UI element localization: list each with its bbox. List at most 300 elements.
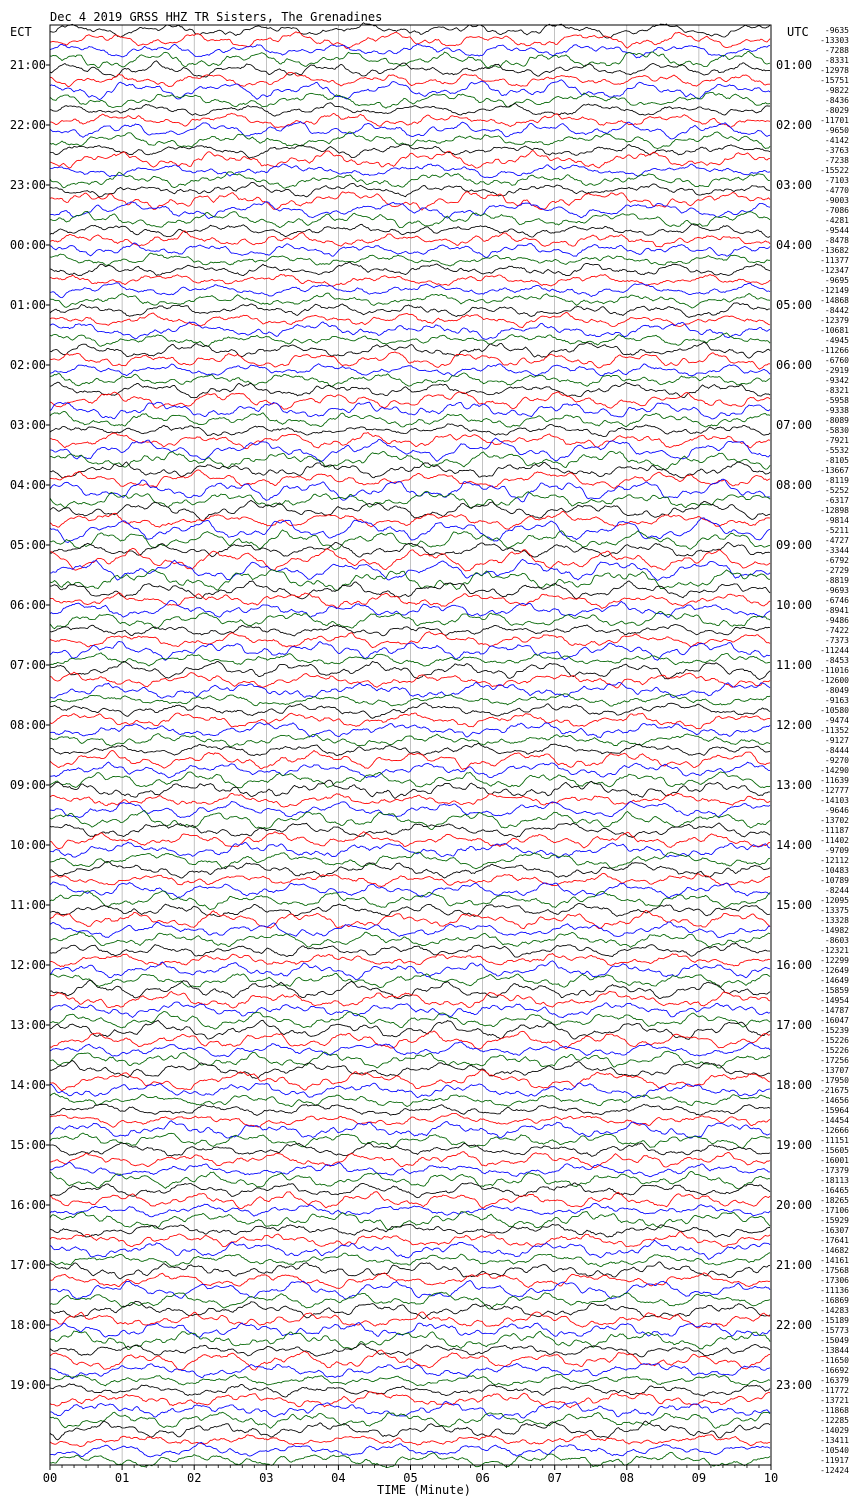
trace-offset-label: -6760 (824, 356, 849, 365)
left-hour-label: 10:00 (9, 838, 46, 852)
trace-offset-label: -15522 (820, 166, 849, 175)
trace-117 (50, 1183, 770, 1198)
right-time-axis (776, 58, 812, 1392)
left-hour-label: 00:00 (9, 238, 46, 252)
trace-offset-label: -7921 (824, 436, 849, 445)
trace-offset-label: -7422 (824, 626, 849, 635)
trace-32 (50, 333, 770, 346)
trace-69 (50, 703, 770, 718)
trace-55 (50, 559, 770, 580)
trace-7 (50, 80, 770, 100)
trace-offset-label: -12149 (820, 286, 849, 295)
trace-offset-label: -15189 (820, 1316, 849, 1325)
trace-offset-label: -9814 (824, 516, 849, 525)
trace-118 (50, 1192, 770, 1209)
trace-120 (50, 1212, 770, 1230)
right-timezone-label: UTC (787, 25, 809, 39)
trace-58 (50, 593, 770, 609)
trace-offset-label: -12379 (820, 316, 849, 325)
trace-80 (50, 811, 770, 830)
left-timezone-label: ECT (10, 25, 32, 39)
right-hour-label: 22:00 (776, 1318, 813, 1332)
left-hour-label: 09:00 (9, 778, 46, 792)
trace-offset-label: -11917 (820, 1456, 849, 1465)
trace-offset-label: -9342 (824, 376, 849, 385)
trace-offset-label: -9474 (824, 716, 849, 725)
trace-88 (50, 891, 770, 910)
trace-offset-label: -12112 (820, 856, 849, 865)
trace-offset-label: -16692 (820, 1366, 849, 1375)
trace-34 (50, 352, 770, 369)
trace-offset-label: -16047 (820, 1016, 849, 1025)
trace-51 (50, 518, 770, 543)
trace-116 (50, 1172, 770, 1189)
left-hour-label: 22:00 (9, 118, 46, 132)
trace-35 (50, 364, 770, 376)
trace-offset-label: -9635 (824, 26, 849, 35)
trace-offset-label: -8941 (824, 606, 849, 615)
trace-3 (50, 44, 770, 58)
trace-offset-label: -16465 (820, 1186, 849, 1195)
trace-offset-label: -5252 (824, 486, 849, 495)
trace-offset-label: -10681 (820, 326, 849, 335)
trace-offset-label: -12666 (820, 1126, 849, 1135)
trace-81 (50, 823, 770, 837)
x-tick-label: 00 (42, 1471, 58, 1485)
trace-offset-label: -12299 (820, 956, 849, 965)
trace-5 (50, 61, 770, 77)
left-hour-label: 19:00 (9, 1378, 46, 1392)
trace-offset-label: -11639 (820, 776, 849, 785)
trace-offset-label: -14290 (820, 766, 849, 775)
trace-offset-label: -7238 (824, 156, 849, 165)
trace-offset-label: -17950 (820, 1076, 849, 1085)
trace-offset-label: -3763 (824, 146, 849, 155)
trace-offset-label: -13721 (820, 1396, 849, 1405)
trace-offset-label: -12649 (820, 966, 849, 975)
trace-offset-label: -5830 (824, 426, 849, 435)
trace-offset-label: -11402 (820, 836, 849, 845)
trace-offset-label: -9822 (824, 86, 849, 95)
trace-offset-label: -15226 (820, 1046, 849, 1055)
trace-offset-label: -11016 (820, 666, 849, 675)
trace-offset-label: -15859 (820, 986, 849, 995)
left-hour-label: 08:00 (9, 718, 46, 732)
trace-65 (50, 662, 770, 680)
trace-offset-label: -9650 (824, 126, 849, 135)
trace-30 (50, 313, 770, 328)
trace-offset-label: -11244 (820, 646, 849, 655)
trace-128 (50, 1292, 770, 1309)
trace-offset-label: -13682 (820, 246, 849, 255)
trace-offset-label: -5211 (824, 526, 849, 535)
trace-offset-label: -9695 (824, 276, 849, 285)
trace-offset-label: -6746 (824, 596, 849, 605)
trace-offset-label: -10540 (820, 1446, 849, 1455)
trace-offset-label: -12285 (820, 1416, 849, 1425)
trace-offset-label: -15773 (820, 1326, 849, 1335)
trace-26 (50, 274, 770, 286)
trace-offset-label: -11187 (820, 826, 849, 835)
trace-36 (50, 373, 770, 387)
trace-4 (50, 51, 770, 68)
trace-offset-label: -16379 (820, 1376, 849, 1385)
trace-offset-label: -15751 (820, 76, 849, 85)
right-hour-label: 14:00 (776, 838, 813, 852)
trace-offset-label: -11701 (820, 116, 849, 125)
trace-offset-label: -14283 (820, 1306, 849, 1315)
trace-109 (50, 1104, 770, 1115)
trace-offset-label: -6792 (824, 556, 849, 565)
right-hour-label: 17:00 (776, 1018, 813, 1032)
right-hour-label: 18:00 (776, 1078, 813, 1092)
trace-offset-label: -9693 (824, 586, 849, 595)
trace-offset-label: -6317 (824, 496, 849, 505)
trace-15 (50, 164, 770, 178)
trace-142 (50, 1435, 770, 1447)
trace-47 (50, 479, 770, 502)
trace-9 (50, 103, 770, 117)
trace-89 (50, 904, 770, 917)
trace-offset-label: -9270 (824, 756, 849, 765)
trace-offset-label: -4770 (824, 186, 849, 195)
trace-offset-label: -12978 (820, 66, 849, 75)
trace-offset-label: -7086 (824, 206, 849, 215)
trace-20 (50, 211, 770, 227)
trace-offset-label: -16001 (820, 1156, 849, 1165)
x-tick-label: 02 (186, 1471, 202, 1485)
trace-127 (50, 1281, 770, 1300)
trace-offset-label: -13707 (820, 1066, 849, 1075)
trace-68 (50, 694, 770, 706)
trace-offset-label: -21675 (820, 1086, 849, 1095)
trace-112 (50, 1133, 770, 1148)
trace-offset-label: -15226 (820, 1036, 849, 1045)
trace-offset-label: -9486 (824, 616, 849, 625)
trace-21 (50, 224, 770, 237)
trace-offset-label: -10483 (820, 866, 849, 875)
trace-offset-label: -11266 (820, 346, 849, 355)
trace-83 (50, 842, 770, 858)
trace-offset-label: -3344 (824, 546, 849, 555)
left-hour-label: 01:00 (9, 298, 46, 312)
right-hour-label: 19:00 (776, 1138, 813, 1152)
trace-offset-label: -7288 (824, 46, 849, 55)
trace-113 (50, 1143, 770, 1156)
left-hour-label: 12:00 (9, 958, 46, 972)
trace-offset-label: -5532 (824, 446, 849, 455)
trace-offset-label: -15605 (820, 1146, 849, 1155)
trace-122 (50, 1231, 770, 1246)
trace-77 (50, 780, 770, 798)
trace-61 (50, 625, 770, 636)
trace-57 (50, 581, 770, 599)
trace-offset-label: -11650 (820, 1356, 849, 1365)
trace-25 (50, 262, 770, 275)
right-hour-label: 07:00 (776, 418, 813, 432)
trace-107 (50, 1083, 770, 1098)
trace-offset-label: -13411 (820, 1436, 849, 1445)
trace-136 (50, 1374, 770, 1386)
trace-offset-label: -4727 (824, 536, 849, 545)
left-hour-label: 04:00 (9, 478, 46, 492)
right-hour-label: 02:00 (776, 118, 813, 132)
trace-offset-label: -9646 (824, 806, 849, 815)
trace-offset-label: -14787 (820, 1006, 849, 1015)
trace-84 (50, 852, 770, 869)
trace-offset-label: -14682 (820, 1246, 849, 1255)
trace-offset-label: -8819 (824, 576, 849, 585)
trace-102 (50, 1031, 770, 1049)
left-hour-label: 17:00 (9, 1258, 46, 1272)
trace-offset-label: -9709 (824, 846, 849, 855)
trace-8 (50, 92, 770, 108)
trace-offset-label: -12347 (820, 266, 849, 275)
seismic-traces (50, 23, 770, 1468)
trace-offset-label: -15964 (820, 1106, 849, 1115)
trace-offset-label: -13303 (820, 36, 849, 45)
trace-offset-label: -9338 (824, 406, 849, 415)
trace-offset-label: -14029 (820, 1426, 849, 1435)
trace-14 (50, 151, 770, 169)
trace-96 (50, 973, 770, 987)
trace-offset-label: -9003 (824, 196, 849, 205)
trace-offset-label: -12600 (820, 676, 849, 685)
trace-offset-label: -12424 (820, 1466, 849, 1475)
right-hour-label: 05:00 (776, 298, 813, 312)
minute-gridlines (122, 25, 699, 1465)
trace-offset-label: -5958 (824, 396, 849, 405)
trace-87 (50, 882, 770, 898)
trace-offset-label: -8321 (824, 386, 849, 395)
right-hour-label: 21:00 (776, 1258, 813, 1272)
right-hour-label: 06:00 (776, 358, 813, 372)
trace-offset-label: -15929 (820, 1216, 849, 1225)
trace-78 (50, 793, 770, 807)
trace-108 (50, 1093, 770, 1107)
trace-97 (50, 980, 770, 998)
trace-offset-label: -8089 (824, 416, 849, 425)
trace-74 (50, 751, 770, 770)
trace-41 (50, 424, 770, 437)
trace-offset-label: -2919 (824, 366, 849, 375)
chart-title: Dec 4 2019 GRSS HHZ TR Sisters, The Grenadines (50, 10, 383, 24)
right-hour-label: 09:00 (776, 538, 813, 552)
trace-offset-label: -10789 (820, 876, 849, 885)
trace-offset-label: -4945 (824, 336, 849, 345)
left-hour-label: 18:00 (9, 1318, 46, 1332)
x-axis-title: TIME (Minute) (377, 1483, 471, 1497)
trace-offset-label: -2729 (824, 566, 849, 575)
left-hour-label: 23:00 (9, 178, 46, 192)
right-hour-label: 13:00 (776, 778, 813, 792)
left-hour-label: 03:00 (9, 418, 46, 432)
trace-offset-label: -17256 (820, 1056, 849, 1065)
trace-offset-label: -15049 (820, 1336, 849, 1345)
trace-offset-label: -12095 (820, 896, 849, 905)
x-tick-label: 06 (475, 1471, 490, 1485)
x-tick-label: 03 (259, 1471, 274, 1485)
trace-offset-label: -11352 (820, 726, 849, 735)
right-hour-label: 20:00 (776, 1198, 813, 1212)
right-hour-label: 12:00 (776, 718, 813, 732)
trace-offset-label: -18113 (820, 1176, 849, 1185)
right-hour-label: 10:00 (776, 598, 813, 612)
left-hour-label: 02:00 (9, 358, 46, 372)
trace-offset-label: -7103 (824, 176, 849, 185)
trace-offset-label: -7373 (824, 636, 849, 645)
x-tick-label: 09 (691, 1471, 707, 1485)
trace-133 (50, 1344, 770, 1357)
trace-offset-label: -12777 (820, 786, 849, 795)
trace-104 (50, 1051, 770, 1068)
trace-offset-label: -11136 (820, 1286, 849, 1295)
trace-offset-label: -8244 (824, 886, 849, 895)
trace-offset-label: -13702 (820, 816, 849, 825)
right-hour-label: 03:00 (776, 178, 813, 192)
trace-offset-label: -8444 (824, 746, 849, 755)
trace-offset-label: -4281 (824, 216, 849, 225)
trace-10 (50, 113, 770, 127)
left-hour-label: 11:00 (9, 898, 46, 912)
trace-offset-label: -14982 (820, 926, 849, 935)
trace-offset-label: -14161 (820, 1256, 849, 1265)
right-hour-label: 23:00 (776, 1378, 813, 1392)
trace-44 (50, 451, 770, 470)
right-hour-label: 04:00 (776, 238, 813, 252)
trace-27 (50, 283, 770, 298)
trace-38 (50, 392, 770, 409)
trace-offset-label: -8436 (824, 96, 849, 105)
trace-42 (50, 433, 770, 449)
trace-offset-label: -12898 (820, 506, 849, 515)
trace-66 (50, 672, 770, 688)
trace-31 (50, 322, 770, 339)
trace-86 (50, 873, 770, 886)
trace-offset-label: -4142 (824, 136, 849, 145)
trace-138 (50, 1392, 770, 1408)
trace-2 (50, 32, 770, 49)
x-tick-label: 10 (763, 1471, 779, 1485)
trace-offset-label: -8029 (824, 106, 849, 115)
trace-offset-label: -8603 (824, 936, 849, 945)
left-hour-label: 07:00 (9, 658, 46, 672)
trace-49 (50, 500, 770, 521)
trace-45 (50, 462, 770, 478)
trace-offset-label: -16869 (820, 1296, 849, 1305)
left-time-axis (10, 58, 50, 1392)
trace-132 (50, 1331, 770, 1350)
trace-offset-label: -17641 (820, 1236, 849, 1245)
trace-114 (50, 1152, 770, 1168)
trace-offset-label: -14656 (820, 1096, 849, 1105)
trace-137 (50, 1384, 770, 1397)
x-axis (43, 1465, 778, 1485)
left-hour-label: 14:00 (9, 1078, 46, 1092)
trace-111 (50, 1121, 770, 1138)
trace-79 (50, 801, 770, 817)
trace-60 (50, 612, 770, 629)
trace-offset-label: -14649 (820, 976, 849, 985)
trace-offset-label: -16307 (820, 1226, 849, 1235)
right-hour-label: 01:00 (776, 58, 813, 72)
trace-95 (50, 961, 770, 980)
trace-6 (50, 72, 770, 86)
trace-126 (50, 1273, 770, 1289)
left-hour-label: 21:00 (9, 58, 46, 72)
trace-offset-label: -11151 (820, 1136, 849, 1145)
trace-offset-label: -11868 (820, 1406, 849, 1415)
trace-offset-label: -17306 (820, 1276, 849, 1285)
trace-33 (50, 342, 770, 358)
trace-offset-labels (820, 26, 849, 1475)
trace-offset-label: -9544 (824, 226, 849, 235)
left-hour-label: 06:00 (9, 598, 46, 612)
trace-93 (50, 944, 770, 958)
trace-offset-label: -15239 (820, 1026, 849, 1035)
right-hour-label: 16:00 (776, 958, 813, 972)
right-hour-label: 08:00 (776, 478, 813, 492)
trace-offset-label: -8331 (824, 56, 849, 65)
trace-offset-label: -8119 (824, 476, 849, 485)
trace-110 (50, 1113, 770, 1127)
trace-offset-label: -11772 (820, 1386, 849, 1395)
trace-offset-label: -9163 (824, 696, 849, 705)
trace-offset-label: -12321 (820, 946, 849, 955)
trace-62 (50, 632, 770, 648)
trace-offset-label: -17568 (820, 1266, 849, 1275)
x-tick-label: 05 (403, 1471, 418, 1485)
trace-offset-label: -18265 (820, 1196, 849, 1205)
trace-offset-label: -13667 (820, 466, 849, 475)
trace-63 (50, 642, 770, 661)
right-hour-label: 15:00 (776, 898, 813, 912)
trace-offset-label: -13375 (820, 906, 849, 915)
trace-offset-label: -14868 (820, 296, 849, 305)
trace-offset-label: -8105 (824, 456, 849, 465)
trace-offset-label: -14954 (820, 996, 849, 1005)
trace-29 (50, 303, 770, 318)
trace-offset-label: -8453 (824, 656, 849, 665)
x-tick-label: 04 (331, 1471, 346, 1485)
trace-16 (50, 172, 770, 188)
trace-offset-label: -8049 (824, 686, 849, 695)
trace-offset-label: -10580 (820, 706, 849, 715)
right-hour-label: 11:00 (776, 658, 813, 672)
trace-offset-label: -14103 (820, 796, 849, 805)
trace-98 (50, 991, 770, 1008)
left-hour-label: 05:00 (9, 538, 46, 552)
trace-offset-label: -14454 (820, 1116, 849, 1125)
trace-105 (50, 1061, 770, 1079)
trace-offset-label: -13844 (820, 1346, 849, 1355)
trace-76 (50, 772, 770, 788)
trace-offset-label: -17106 (820, 1206, 849, 1215)
x-tick-label: 07 (547, 1471, 562, 1485)
trace-17 (50, 182, 770, 197)
trace-24 (50, 253, 770, 266)
trace-offset-label: -8442 (824, 306, 849, 315)
trace-143 (50, 1442, 770, 1457)
trace-offset-label: -13328 (820, 916, 849, 925)
left-hour-label: 13:00 (9, 1018, 46, 1032)
x-tick-label: 08 (619, 1471, 635, 1485)
trace-offset-label: -8478 (824, 236, 849, 245)
left-hour-label: 15:00 (9, 1138, 46, 1152)
trace-offset-label: -11377 (820, 256, 849, 265)
trace-72 (50, 734, 770, 747)
x-tick-label: 01 (114, 1471, 130, 1485)
